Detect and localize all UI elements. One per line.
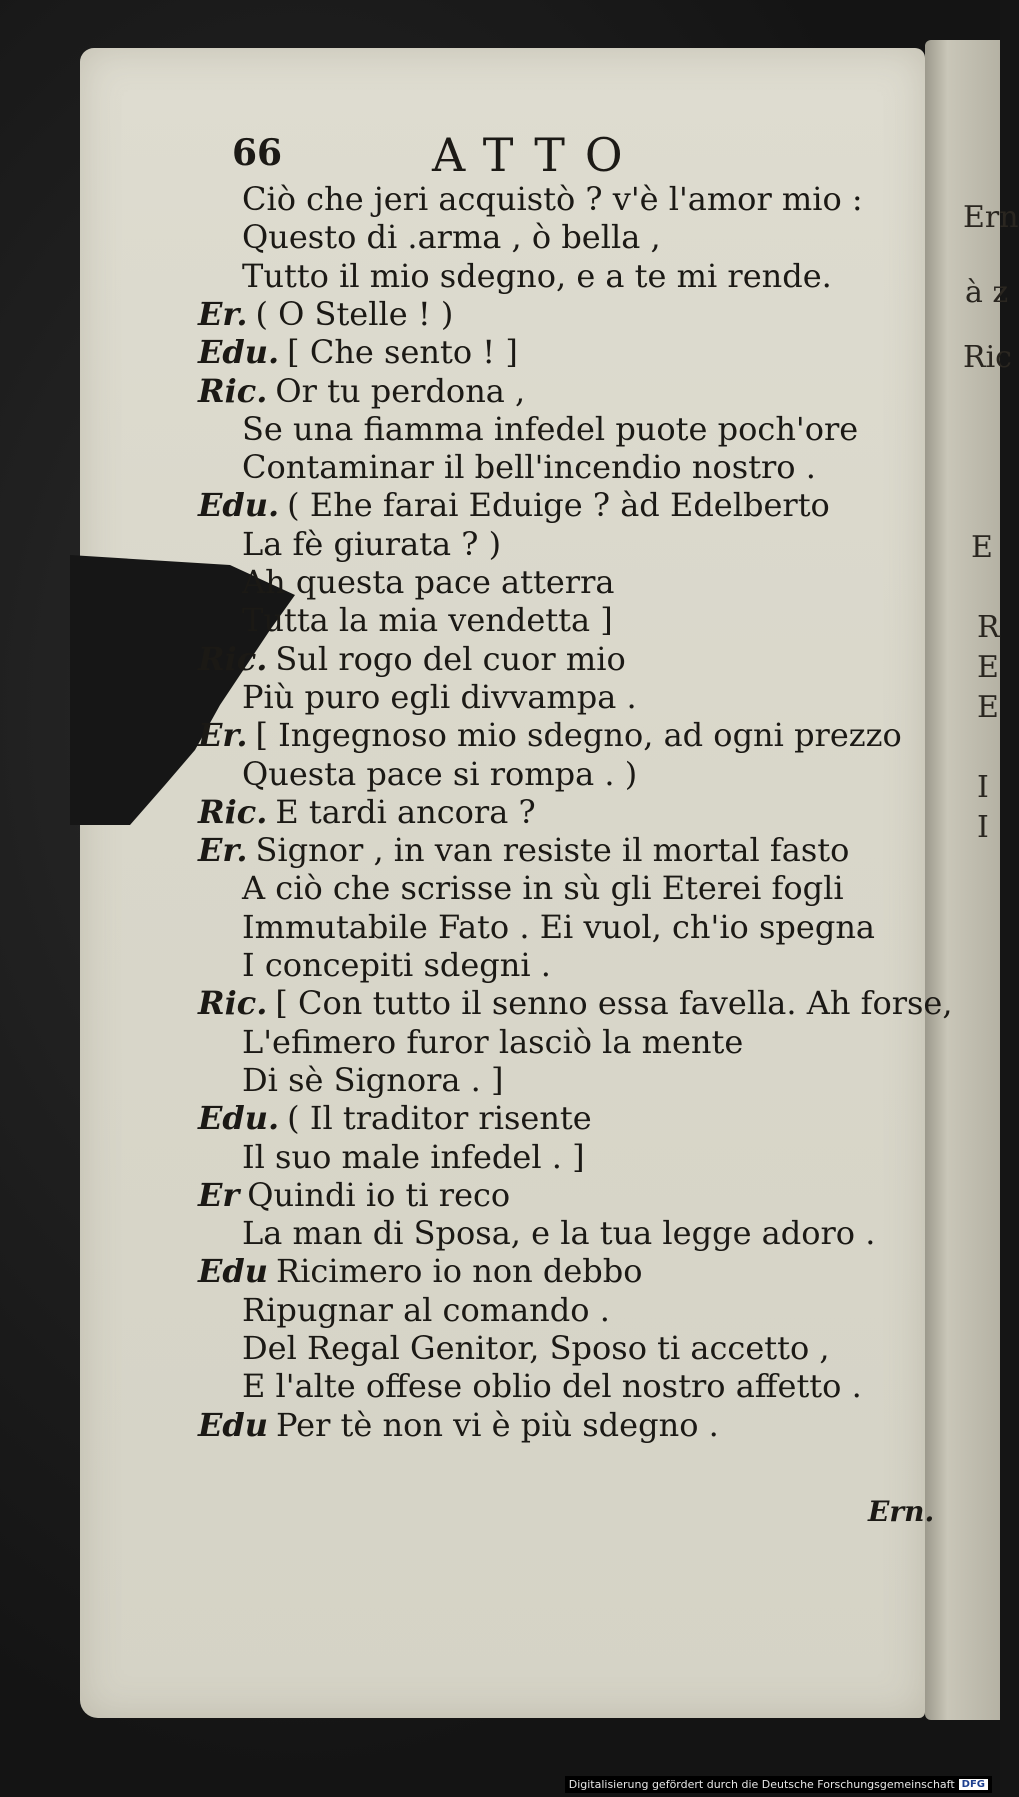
verse-text: Per tè non vi è più sdegno . (276, 1405, 719, 1444)
text-line (242, 946, 551, 984)
verse-text: Or tu perdona , (275, 371, 526, 410)
speaker-name: Ric. (198, 371, 268, 410)
page-number: 66 (232, 132, 283, 174)
text-line (198, 1252, 643, 1290)
verse-text: ( Ehe farai Eduige ? àd Edelberto (287, 486, 830, 525)
text-line (242, 678, 637, 716)
verse-text: [ Con tutto il senno essa favella. Ah forse, (275, 984, 953, 1023)
verse-text: Ciò che jeri acquistò ? v'è l'amor mio : (242, 180, 863, 218)
text-line (242, 1023, 743, 1061)
text-line (198, 333, 518, 371)
speaker-name: Er. (198, 294, 248, 333)
speaker-name: Edu (198, 1252, 269, 1291)
digitization-credit (565, 1776, 992, 1793)
verse-text: Quindi io ti reco (247, 1175, 511, 1214)
text-line (242, 180, 863, 218)
text-line (242, 1061, 503, 1099)
text-line (198, 295, 453, 333)
verse-text: Ricimero io non debbo (276, 1252, 643, 1291)
text-line (242, 1138, 585, 1176)
text-line (198, 831, 849, 869)
adjacent-page-fragment: Ric (963, 340, 1012, 375)
verse-text: Ah questa pace atterra (242, 563, 615, 601)
credit-text: Digitalisierung gefördert durch die Deutsche Forschungsgemeinschaft (568, 1778, 955, 1791)
adjacent-page-fragment: à z (965, 275, 1009, 310)
text-line (242, 1329, 830, 1367)
verse-text: La fè giurata ? ) (242, 524, 502, 563)
verse-text: Di sè Signora . ] (242, 1060, 504, 1099)
adjacent-page-fragment: E (977, 650, 999, 685)
text-line (198, 1099, 592, 1137)
verse-text: Sul rogo del cuor mio (275, 639, 626, 678)
adjacent-page-edge (925, 40, 1019, 1720)
adjacent-page-fragment: R (977, 610, 1000, 645)
verse-text: ( O Stelle ! ) (255, 294, 454, 333)
adjacent-page-fragment: Ern (963, 200, 1019, 235)
verse-text: Contaminar il bell'incendio nostro . (242, 448, 816, 487)
page-header (232, 128, 732, 188)
text-line (198, 793, 536, 831)
speaker-name: Er. (198, 831, 248, 870)
text-line (242, 448, 816, 486)
text-line (198, 486, 830, 524)
verse-text: L'efimero furor lasciò la mente (242, 1022, 744, 1061)
running-title: ATTO (432, 128, 643, 182)
text-line (198, 984, 953, 1022)
catchword: Ern. (868, 1495, 935, 1528)
text-line (242, 755, 637, 793)
text-line (198, 1406, 719, 1444)
adjacent-page-fragment: I (977, 770, 989, 805)
speaker-name: Ric. (198, 792, 268, 831)
verse-text: Se una fiamma infedel puote poch'ore (242, 409, 859, 448)
verse-text: [ Ingegnoso mio sdegno, ad ogni prezzo (255, 716, 902, 755)
verse-text: Tutto il mio sdegno, e a te mi rende. (242, 256, 832, 295)
speaker-name: Edu. (198, 1099, 280, 1138)
speaker-name: Edu. (198, 486, 280, 525)
text-line (242, 869, 844, 907)
text-line (242, 410, 858, 448)
verse-text: I concepiti sdegni . (242, 946, 551, 984)
verse-text: Del Regal Genitor, Sposo ti accetto , (242, 1329, 830, 1367)
text-line (198, 1176, 510, 1214)
text-line (242, 601, 613, 639)
dfg-logo-icon: DFG (959, 1779, 988, 1790)
text-line (242, 1214, 875, 1252)
adjacent-page-fragment: E (977, 690, 999, 725)
verse-text: E tardi ancora ? (275, 792, 536, 831)
speaker-name: Ric. (198, 639, 268, 678)
verse-text: E l'alte offese oblio del nostro affetto . (242, 1367, 862, 1406)
verse-text: [ Che sento ! ] (287, 333, 518, 372)
speaker-name: Edu (198, 1405, 269, 1444)
verse-text: La man di Sposa, e la tua legge adoro . (242, 1214, 876, 1253)
verse-text: Più puro egli divvampa . (242, 677, 637, 716)
text-line (242, 257, 832, 295)
text-line (242, 1367, 862, 1405)
verse-text: ( Il traditor risente (287, 1099, 592, 1138)
verse-text: Questo di .arma , ò bella , (242, 218, 661, 257)
text-line (242, 908, 875, 946)
verse-text: Tutta la mia vendetta ] (242, 601, 613, 640)
text-line (198, 640, 626, 678)
verse-text: Questa pace si rompa . ) (242, 754, 638, 793)
text-line (242, 525, 501, 563)
adjacent-page-fragment: E (971, 530, 993, 565)
speaker-name: Er (198, 1175, 240, 1214)
adjacent-page-fragment: I (977, 810, 989, 845)
speaker-name: Ric. (198, 984, 268, 1023)
text-line (198, 716, 902, 754)
verse-text: Signor , in van resiste il mortal fasto (255, 831, 850, 870)
text-line (242, 1291, 610, 1329)
text-line (242, 563, 614, 601)
verse-text: A ciò che scrisse in sù gli Eterei fogli (242, 869, 844, 908)
text-line (198, 372, 525, 410)
verse-text: Il suo male infedel . ] (242, 1137, 585, 1176)
verse-text: Ripugnar al comando . (242, 1290, 610, 1329)
verse-text: Immutabile Fato . Ei vuol, ch'io spegna (242, 907, 875, 946)
speaker-name: Er. (198, 716, 248, 755)
text-line (242, 218, 661, 256)
speaker-name: Edu. (198, 333, 280, 372)
